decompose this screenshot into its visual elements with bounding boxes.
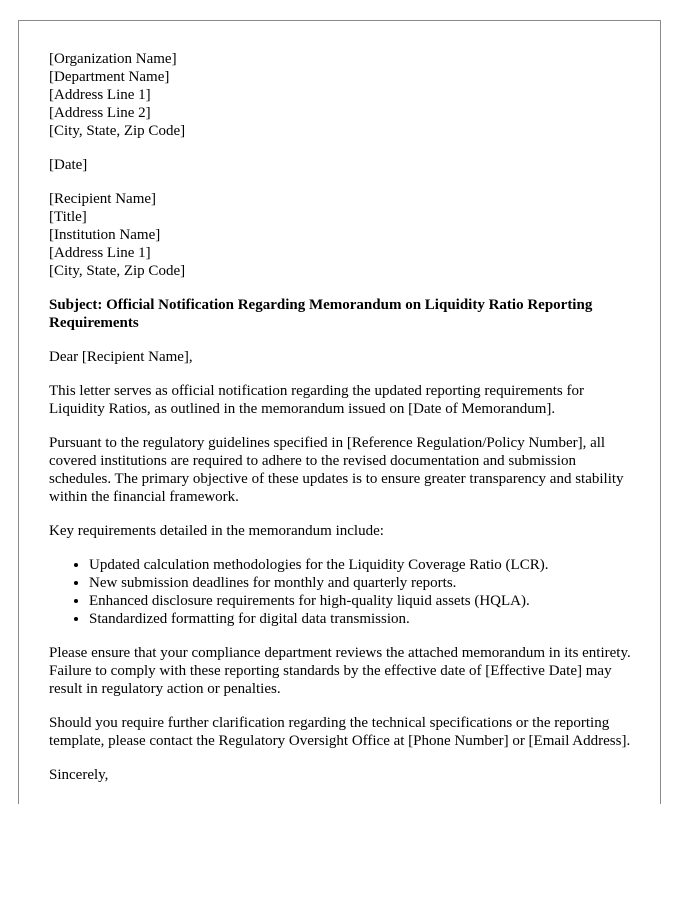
salutation: Dear [Recipient Name], bbox=[49, 349, 193, 365]
recipient-address-line-1: [Address Line 1] bbox=[49, 245, 151, 261]
requirement-item: • Updated calculation methodologies for the Liquidity Coverage Ratio (LCR). bbox=[89, 556, 639, 574]
paragraph-compliance: Please ensure that your compliance department reviews the attached memorandum in its entirety. Failure to comply with these reporting standards by the effective date of [Effective Date] may result in regulatory action or penalties. bbox=[49, 645, 631, 697]
sender-address-line-2: [Address Line 2] bbox=[49, 105, 151, 121]
requirement-item: • Standardized formatting for digital data transmission. bbox=[89, 610, 639, 628]
sender-address-line-1: [Address Line 1] bbox=[49, 87, 151, 103]
sender-department: [Department Name] bbox=[49, 69, 170, 85]
paragraph-notification: This letter serves as official notification regarding the updated reporting requirements for Liquidity Ratios, as outlined in the memorandum issued on [Date of Memorandum]. bbox=[49, 383, 584, 417]
requirements-list bbox=[49, 556, 639, 628]
sender-city-state-zip: [City, State, Zip Code] bbox=[49, 123, 186, 139]
recipient-institution: [Institution Name] bbox=[49, 227, 161, 243]
sender-organization: [Organization Name] bbox=[49, 51, 177, 67]
sender-address bbox=[49, 50, 639, 140]
valediction: Sincerely, bbox=[49, 767, 109, 783]
letter-date: [Date] bbox=[49, 157, 88, 173]
recipient-name: [Recipient Name] bbox=[49, 191, 157, 207]
letter-subject: Subject: Official Notification Regarding Memorandum on Liquidity Ratio Reporting Requirements bbox=[49, 297, 593, 331]
recipient-title: [Title] bbox=[49, 209, 87, 225]
recipient-city-state-zip: [City, State, Zip Code] bbox=[49, 263, 186, 279]
letter-body bbox=[49, 50, 639, 784]
paragraph-contact: Should you require further clarification regarding the technical specifications or the reporting template, please contact the Regulatory Oversight Office at [Phone Number] or [Email Address]. bbox=[49, 715, 631, 749]
recipient-address bbox=[49, 190, 639, 280]
letter-page bbox=[18, 20, 661, 804]
requirement-item: • New submission deadlines for monthly and quarterly reports. bbox=[89, 574, 639, 592]
requirement-item: • Enhanced disclosure requirements for high-quality liquid assets (HQLA). bbox=[89, 592, 639, 610]
paragraph-key-requirements-intro: Key requirements detailed in the memorandum include: bbox=[49, 523, 384, 539]
paragraph-guidelines: Pursuant to the regulatory guidelines specified in [Reference Regulation/Policy Number], all covered institutions are required to adhere to the revised documentation and submission schedules. The primary objective of these updates is to ensure greater transparency and stability within the financial framework. bbox=[49, 435, 624, 505]
